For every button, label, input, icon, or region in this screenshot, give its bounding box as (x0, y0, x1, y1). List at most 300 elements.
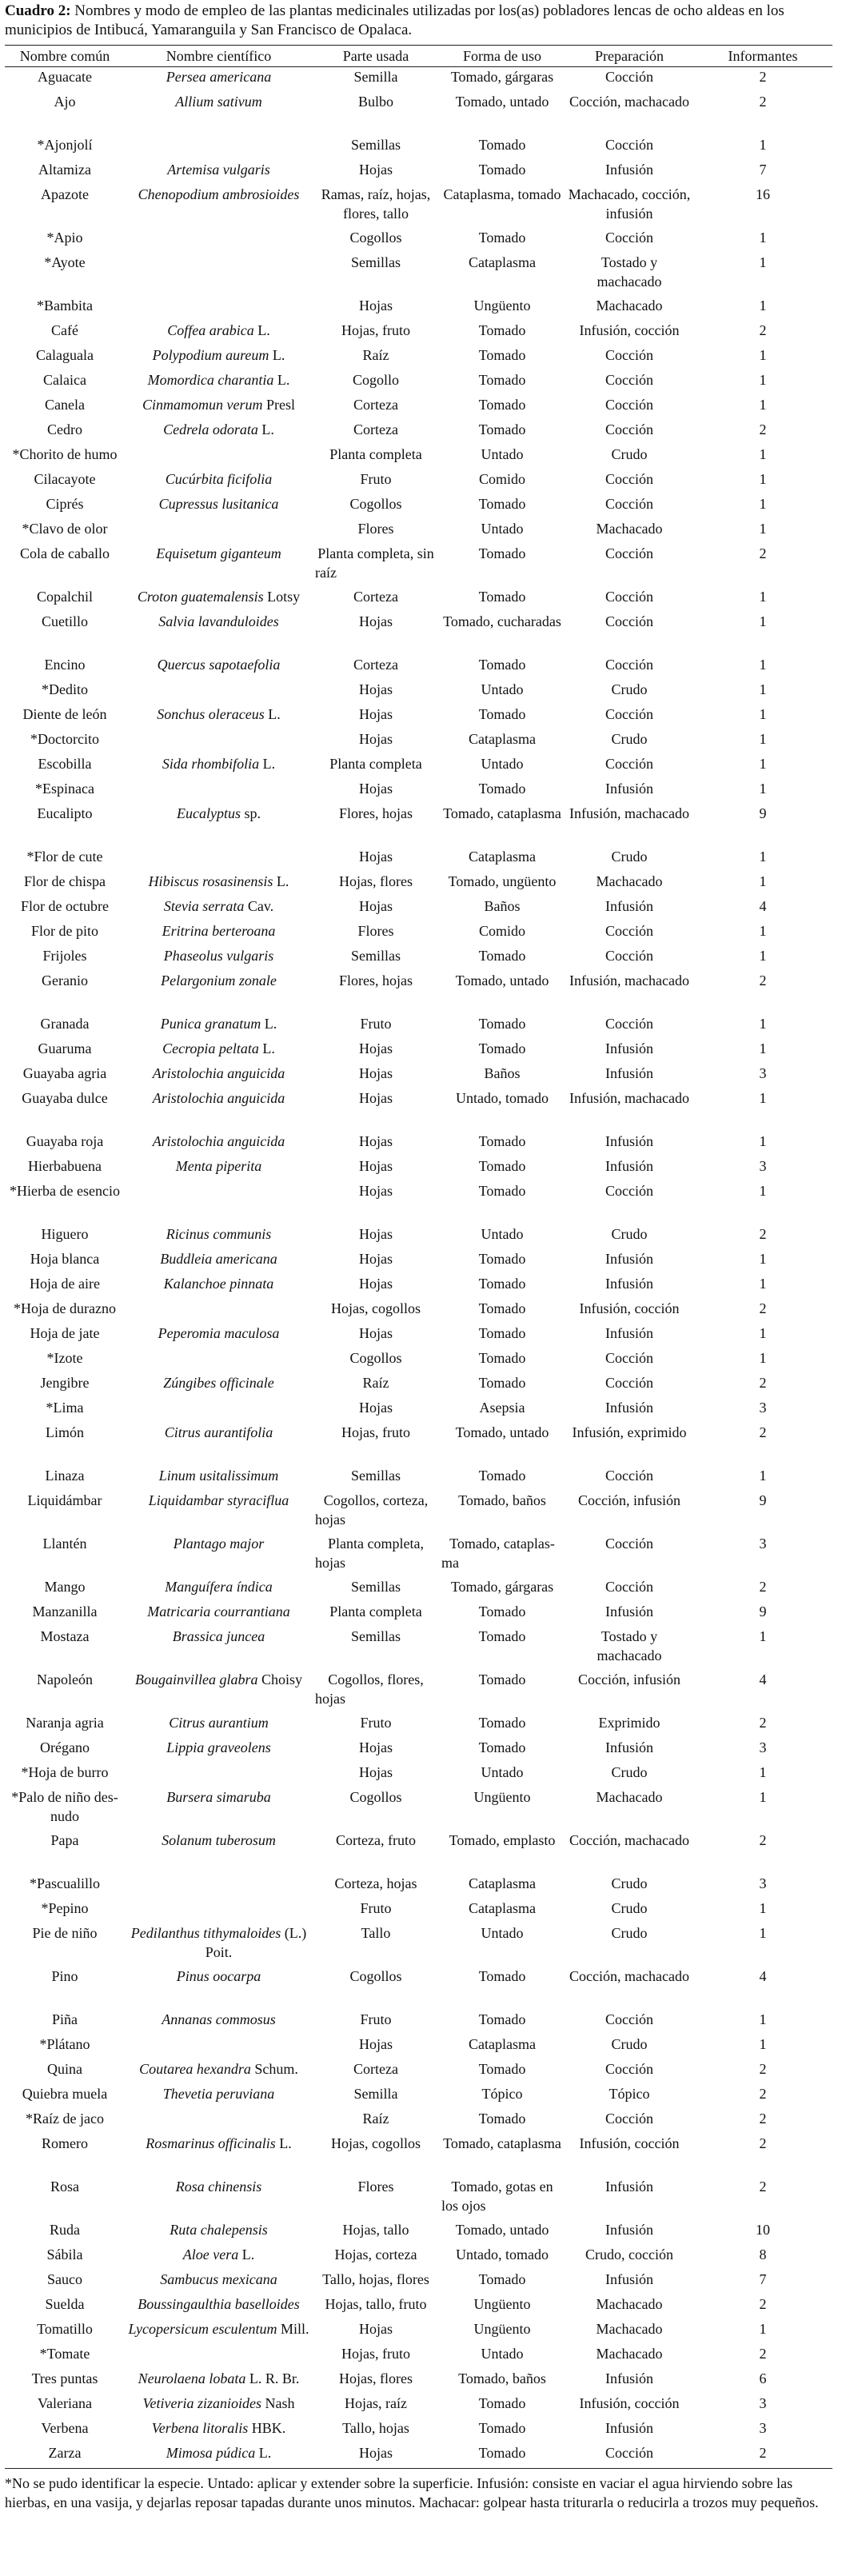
species-author: L. (241, 2247, 255, 2262)
species-name: Matricaria courrantiana (147, 1604, 290, 1619)
preparation-cell: Cocción (605, 706, 653, 722)
part-used-cell: Planta completa (329, 446, 422, 462)
informants-cell: 2 (759, 2086, 767, 2102)
table-row (5, 321, 832, 345)
part-used-cell: Flores (357, 923, 394, 939)
scientific-name-cell (125, 847, 313, 872)
table-row (5, 2270, 832, 2294)
scientific-name-cell (125, 2134, 313, 2177)
table-row (5, 779, 832, 804)
scientific-name-cell (125, 2443, 313, 2469)
informants-cell: 2 (759, 69, 767, 85)
form-of-use-cell: Tomado, untado (455, 1424, 549, 1440)
part-used-cell: Hojas (359, 1183, 393, 1199)
preparation-cell: Infusión (605, 1065, 653, 1081)
preparation-cell: Cocción (605, 923, 653, 939)
species-name: Cedrela odorata (163, 421, 258, 437)
preparation-cell: Infusión (605, 2370, 653, 2386)
informants-cell: 1 (759, 1251, 767, 1267)
form-of-use-cell: Tomado (478, 657, 526, 673)
table-row (5, 1348, 832, 1373)
informants-cell: 3 (759, 1158, 767, 1174)
species-name: Allium sativum (175, 94, 262, 110)
form-of-use-cell: Tomado, untado (455, 94, 549, 110)
scientific-name-cell (125, 1831, 313, 1874)
scientific-name-cell (125, 253, 313, 296)
scientific-name-cell (125, 1466, 313, 1491)
informants-cell: 1 (759, 589, 767, 605)
preparation-cell: Crudo (611, 1925, 648, 1941)
form-of-use-cell: Tomado (478, 1375, 526, 1391)
header-form-of-use: Forma de uso (439, 46, 565, 67)
form-of-use-cell: Tomado (478, 2395, 526, 2411)
scientific-name-cell (125, 519, 313, 544)
form-of-use-cell: Tomado (478, 1628, 526, 1644)
table-row (5, 67, 832, 93)
species-name: Quercus sapotaefolia (157, 657, 281, 673)
common-name-cell: *Doctorcito (30, 731, 99, 747)
table-row (5, 1899, 832, 1923)
preparation-cell: Infusión, cocción (579, 1300, 680, 1316)
form-of-use-cell: Tomado (478, 1183, 526, 1199)
part-used-cell: Hojas, cogollos (331, 1300, 421, 1316)
preparation-cell: Infusión, machacado (569, 972, 689, 988)
species-name: Eritrina berteroana (162, 923, 276, 939)
table-row (5, 445, 832, 469)
table-row (5, 2177, 832, 2220)
preparation-cell: Cocción (605, 589, 653, 605)
informants-cell: 6 (759, 2370, 767, 2386)
species-name: Coffea arabica (167, 322, 254, 338)
part-used-cell: Corteza (353, 421, 398, 437)
part-used-cell: Semillas (351, 1579, 401, 1595)
part-used-cell: Corteza (353, 2061, 398, 2077)
table-row (5, 2084, 832, 2109)
informants-cell: 1 (759, 756, 767, 772)
form-of-use-cell: Cataplasma (469, 2036, 536, 2052)
part-used-cell: Cogollos (349, 496, 402, 512)
informants-cell: 8 (759, 2247, 767, 2262)
species-name: Annanas commosus (162, 2011, 276, 2027)
scientific-name-cell (125, 1923, 313, 1967)
informants-cell: 9 (759, 1604, 767, 1619)
common-name-cell: Ruda (50, 2222, 80, 2238)
informants-cell: 2 (759, 94, 767, 110)
part-used-cell: Planta completa, hojas (315, 1536, 424, 1571)
preparation-cell: Crudo, cocción (585, 2247, 673, 2262)
common-name-cell: Liquidámbar (27, 1492, 102, 1508)
informants-cell: 2 (759, 1375, 767, 1391)
table-row (5, 804, 832, 847)
scientific-name-cell (125, 1224, 313, 1249)
species-author: L. (279, 2135, 292, 2151)
table-row (5, 655, 832, 680)
common-name-cell: Geranio (42, 972, 88, 988)
form-of-use-cell: Tomado, gárgaras (450, 1579, 554, 1595)
table-row (5, 1064, 832, 1088)
part-used-cell: Planta completa, sin raíz (315, 545, 434, 581)
table-row (5, 680, 832, 705)
table-row (5, 1627, 832, 1670)
table-caption (5, 2, 832, 40)
informants-cell: 4 (759, 898, 767, 914)
common-name-cell: Apazote (41, 186, 89, 202)
form-of-use-cell: Ungüento (473, 2296, 531, 2312)
table-row (5, 1156, 832, 1181)
species-name: Aloe vera (182, 2247, 239, 2262)
common-name-cell: Jengibre (40, 1375, 90, 1391)
form-of-use-cell: Untado (481, 1226, 524, 1242)
species-name: Brassica juncea (172, 1628, 265, 1644)
scientific-name-cell (125, 1602, 313, 1627)
species-name: Coutarea hexandra (139, 2061, 251, 2077)
common-name-cell: Canela (45, 397, 85, 413)
part-used-cell: Cogollos, flores, hojas (315, 1671, 424, 1707)
scientific-name-cell (125, 445, 313, 469)
form-of-use-cell: Tomado (478, 1350, 526, 1366)
informants-cell: 1 (759, 1276, 767, 1292)
preparation-cell: Crudo (611, 681, 648, 697)
scientific-name-cell (125, 2035, 313, 2059)
part-used-cell: Hojas, fruto (341, 322, 410, 338)
part-used-cell: Hojas (359, 706, 393, 722)
part-used-cell: Fruto (360, 2011, 392, 2027)
informants-cell: 1 (759, 347, 767, 363)
informants-cell: 1 (759, 1925, 767, 1941)
preparation-cell: Crudo (611, 446, 648, 462)
informants-cell: 2 (759, 322, 767, 338)
form-of-use-cell: Cataplasma (469, 254, 536, 270)
table-row (5, 135, 832, 160)
part-used-cell: Hojas (359, 1158, 393, 1174)
common-name-cell: Zarza (5, 2443, 125, 2469)
species-name: Equisetum giganteum (156, 545, 281, 561)
preparation-cell: Infusión, machacado (569, 1090, 689, 1106)
common-name-cell: *Tomate (39, 2346, 90, 2362)
form-of-use-cell: Tomado (439, 2443, 565, 2469)
scientific-name-cell (125, 1249, 313, 1274)
common-name-cell: Rosa (50, 2179, 79, 2195)
common-name-cell: Linaza (45, 1468, 85, 1484)
table-row (5, 345, 832, 370)
table-row (5, 1491, 832, 1534)
preparation-cell: Crudo (611, 1226, 648, 1242)
species-author: HBK. (251, 2420, 286, 2436)
preparation-cell: Cocción (605, 496, 653, 512)
scientific-name-cell (125, 67, 313, 93)
part-used-cell: Hojas (359, 2036, 393, 2052)
table-row (5, 1923, 832, 1967)
scientific-name-cell (125, 1874, 313, 1899)
informants-cell: 2 (759, 2296, 767, 2312)
species-name: Persea americana (166, 69, 272, 85)
scientific-name-cell (125, 1132, 313, 1156)
part-used-cell: Hojas (359, 2321, 393, 2337)
form-of-use-cell: Tomado (478, 1016, 526, 1032)
part-used-cell: Hojas (359, 613, 393, 629)
table-row (5, 2010, 832, 2035)
species-name: Croton guatemalensis (137, 589, 264, 605)
table-row (5, 587, 832, 612)
table-row (5, 296, 832, 321)
common-name-cell: *Chorito de humo (12, 446, 118, 462)
part-used-cell: Cogollos (349, 1789, 402, 1805)
species-author: L. (262, 756, 276, 772)
scientific-name-cell (125, 2084, 313, 2109)
scientific-name-cell (125, 370, 313, 395)
form-of-use-cell: Tomado (478, 1251, 526, 1267)
table-row (5, 2294, 832, 2319)
form-of-use-cell: Cataplasma (469, 1900, 536, 1916)
common-name-cell: Granada (40, 1016, 90, 1032)
scientific-name-cell (125, 2344, 313, 2369)
table-row (5, 946, 832, 971)
part-used-cell: Fruto (360, 1016, 392, 1032)
part-used-cell: Corteza (353, 657, 398, 673)
species-name: Lycopersicum esculentum (128, 2321, 277, 2337)
species-author: Cav. (247, 898, 274, 914)
form-of-use-cell: Tomado (478, 1468, 526, 1484)
common-name-cell: Encino (44, 657, 86, 673)
informants-cell: 7 (759, 162, 767, 178)
informants-cell: 3 (759, 1536, 767, 1552)
common-name-cell: Eucalipto (37, 805, 93, 821)
species-name: Chenopodium ambrosioides (138, 186, 300, 202)
table-row (5, 1398, 832, 1423)
table-row (5, 1299, 832, 1324)
preparation-cell: Infusión, cocción (579, 322, 680, 338)
informants-cell: 2 (693, 2443, 832, 2469)
species-name: Cupressus lusitanica (158, 496, 279, 512)
common-name-cell: *Flor de cute (26, 849, 103, 865)
informants-cell: 1 (759, 706, 767, 722)
common-name-cell: Verbena (41, 2420, 89, 2436)
informants-cell: 1 (759, 1900, 767, 1916)
common-name-cell: *Plátano (39, 2036, 90, 2052)
scientific-name-cell (125, 2319, 313, 2344)
part-used-cell: Hojas (359, 162, 393, 178)
plants-table (5, 45, 832, 2469)
part-used-cell: Semillas (351, 137, 401, 153)
table-footnote: *No se pudo identificar la especie. Untado: aplicar y extender sobre la superficie. Infusión: consiste en vaciar el agua hirviendo sobre las hierbas, en una vasija, y dejarlas reposar tapadas durante unos minutos. Machacar: golpear hasta triturarla o reducirla a trozos muy pequeños. (5, 2475, 819, 2510)
preparation-cell: Cocción (605, 1183, 653, 1199)
part-used-cell: Hojas (359, 1133, 393, 1149)
scientific-name-cell (125, 1627, 313, 1670)
informants-cell: 1 (759, 849, 767, 865)
preparation-cell: Crudo (611, 731, 648, 747)
preparation-cell: Cocción (605, 2111, 653, 2127)
informants-cell: 1 (759, 372, 767, 388)
preparation-cell: Infusión (605, 1133, 653, 1149)
species-name: Pinus oocarpa (176, 1968, 261, 1984)
table-row (5, 253, 832, 296)
scientific-name-cell (125, 729, 313, 754)
preparation-cell: Exprimido (598, 1715, 660, 1731)
part-used-cell: Raíz (362, 2111, 389, 2127)
species-name: Sida rhombifolia (162, 756, 260, 772)
common-name-cell: Hoja blanca (30, 1251, 100, 1267)
table-row (5, 1224, 832, 1249)
part-used-cell: Hojas, tallo, fruto (325, 2296, 427, 2312)
species-author: L. (262, 1040, 275, 1056)
common-name-cell: Orégano (40, 1739, 90, 1755)
part-used-cell: Hojas (359, 1325, 393, 1341)
common-name-cell: *Hierba de esencio (10, 1183, 120, 1199)
informants-cell: 1 (759, 471, 767, 487)
form-of-use-cell: Tomado, ungüento (448, 873, 557, 889)
form-of-use-cell: Tomado (478, 1671, 526, 1687)
table-row (5, 1373, 832, 1398)
table-row (5, 2059, 832, 2084)
form-of-use-cell: Tomado (478, 322, 526, 338)
common-name-cell: Cola de caballo (20, 545, 110, 561)
scientific-name-cell (125, 804, 313, 847)
species-name: Lippia graveolens (166, 1739, 271, 1755)
preparation-cell: Cocción (605, 756, 653, 772)
form-of-use-cell: Tomado (478, 2061, 526, 2077)
part-used-cell: Fruto (360, 1715, 392, 1731)
species-name: Linum usitalissimum (158, 1468, 279, 1484)
common-name-cell: Higuero (41, 1226, 89, 1242)
scientific-name-cell (125, 1763, 313, 1787)
common-name-cell: Copalchil (37, 589, 93, 605)
scientific-name-cell (125, 2418, 313, 2443)
part-used-cell: Hojas (359, 1739, 393, 1755)
species-author: Mill. (280, 2321, 309, 2337)
preparation-cell: Cocción (605, 1468, 653, 1484)
common-name-cell: Altamiza (38, 162, 91, 178)
form-of-use-cell: Cataplasma (469, 849, 536, 865)
preparation-cell: Cocción (605, 657, 653, 673)
species-name: Momordica charantia (147, 372, 274, 388)
preparation-cell: Cocción (605, 545, 653, 561)
form-of-use-cell: Tomado (478, 1276, 526, 1292)
part-used-cell: Cogollos, corteza, hojas (315, 1492, 429, 1528)
scientific-name-cell (125, 612, 313, 655)
species-author: L. (276, 873, 289, 889)
form-of-use-cell: Tomado, cucharadas (443, 613, 561, 629)
species-name: Ruta chalepensis (170, 2222, 268, 2238)
part-used-cell: Flores, hojas (339, 805, 413, 821)
scientific-name-cell (125, 921, 313, 946)
table-row (5, 2418, 832, 2443)
table-row (5, 1670, 832, 1713)
part-used-cell: Fruto (360, 1900, 392, 1916)
table-row (5, 612, 832, 655)
form-of-use-cell: Untado (481, 521, 524, 537)
table-row (5, 1466, 832, 1491)
preparation-cell: Tostado y machacado (597, 1628, 662, 1663)
preparation-cell: Cocción (605, 230, 653, 246)
form-of-use-cell: Ungüento (473, 1789, 531, 1805)
common-name-cell: Llantén (42, 1536, 87, 1552)
species-name: Solanum tuberosum (162, 1832, 276, 1848)
form-of-use-cell: Tomado, cataplas-ma (441, 1536, 555, 1571)
common-name-cell: Frijoles (42, 948, 87, 964)
informants-cell: 2 (759, 2135, 767, 2151)
form-of-use-cell: Tomado (478, 706, 526, 722)
species-name: Sambucus mexicana (160, 2271, 277, 2287)
common-name-cell: *Pascualillo (30, 1875, 100, 1891)
informants-cell: 1 (759, 1628, 767, 1644)
scientific-name-cell (125, 2245, 313, 2270)
form-of-use-cell: Cataplasma, tomado (443, 186, 561, 202)
informants-cell: 3 (759, 1739, 767, 1755)
scientific-name-cell (125, 655, 313, 680)
form-of-use-cell: Untado (481, 1764, 524, 1780)
table-row (5, 1874, 832, 1899)
table-row (5, 2134, 832, 2177)
part-used-cell: Tallo, hojas, flores (322, 2271, 429, 2287)
table-row (5, 92, 832, 135)
species-author: (L.) Poit. (205, 1925, 307, 1960)
species-author: Lotsy (267, 589, 301, 605)
scientific-name-cell (125, 2270, 313, 2294)
part-used-cell: Corteza, fruto (336, 1832, 416, 1848)
species-name: Cinmamomun verum (142, 397, 263, 413)
species-name: Punica granatum (160, 1016, 261, 1032)
scientific-name-cell (125, 185, 313, 228)
preparation-cell: Crudo (611, 1900, 648, 1916)
table-row (5, 370, 832, 395)
informants-cell: 2 (759, 1424, 767, 1440)
informants-cell: 1 (759, 1325, 767, 1341)
informants-cell: 4 (759, 1968, 767, 1984)
part-used-cell: Cogollos (349, 1968, 402, 1984)
scientific-name-cell (125, 1324, 313, 1348)
scientific-name-cell (125, 2010, 313, 2035)
preparation-cell: Infusión (605, 2271, 653, 2287)
preparation-cell: Cocción (605, 2011, 653, 2027)
part-used-cell: Hojas (359, 1400, 393, 1416)
scientific-name-cell (125, 160, 313, 185)
species-name: Citrus aurantium (169, 1715, 269, 1731)
preparation-cell: Machacado (596, 2346, 663, 2362)
part-used-cell: Planta completa (329, 756, 422, 772)
scientific-name-cell (125, 544, 313, 587)
scientific-name-cell (125, 1670, 313, 1713)
informants-cell: 9 (759, 805, 767, 821)
scientific-name-cell (125, 2369, 313, 2394)
common-name-cell: Valeriana (38, 2395, 92, 2411)
preparation-cell: Crudo (611, 849, 648, 865)
scientific-name-cell (125, 1156, 313, 1181)
preparation-cell: Infusión, cocción (579, 2395, 680, 2411)
informants-cell: 1 (759, 657, 767, 673)
preparation-cell: Infusión (605, 2179, 653, 2195)
form-of-use-cell: Tomado (478, 781, 526, 797)
preparation-cell: Infusión (605, 1040, 653, 1056)
scientific-name-cell (125, 2220, 313, 2245)
scientific-name-cell (125, 2177, 313, 2220)
preparation-cell: Infusión (605, 1325, 653, 1341)
part-used-cell: Semilla (353, 69, 398, 85)
informants-cell: 1 (759, 1183, 767, 1199)
table-row (5, 921, 832, 946)
table-row (5, 469, 832, 494)
form-of-use-cell: Tomado (478, 372, 526, 388)
table-row (5, 1014, 832, 1039)
form-of-use-cell: Untado (481, 446, 524, 462)
scientific-name-cell (125, 872, 313, 897)
common-name-cell: *Pepino (41, 1900, 89, 1916)
part-used-cell: Hojas (359, 1065, 393, 1081)
scientific-name-cell (125, 946, 313, 971)
form-of-use-cell: Tomado (478, 2271, 526, 2287)
form-of-use-cell: Baños (484, 898, 521, 914)
scientific-name-cell (125, 1039, 313, 1064)
common-name-cell: *Palo de niño des-nudo (11, 1789, 118, 1824)
